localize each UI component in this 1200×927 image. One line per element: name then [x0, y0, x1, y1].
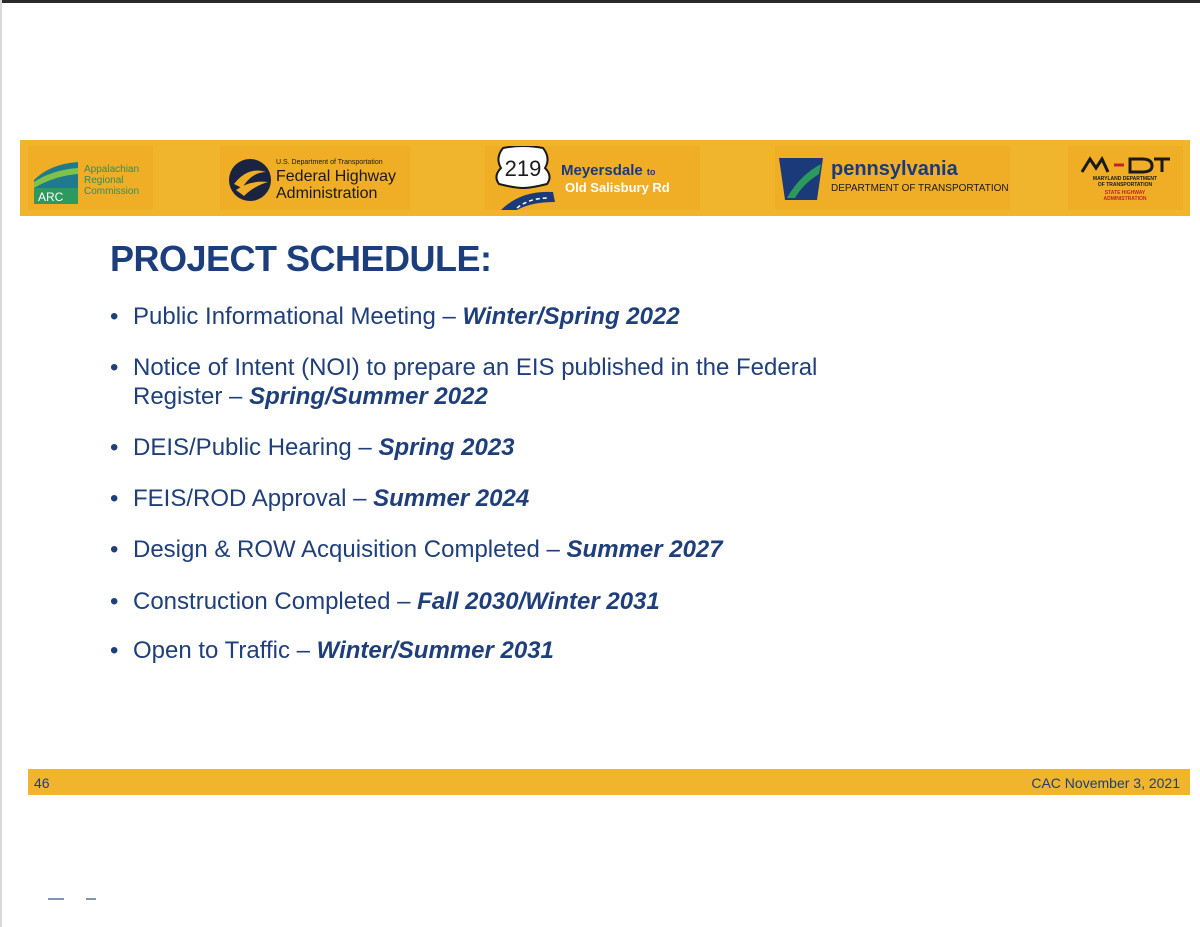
schedule-item-date: Spring 2023 — [378, 434, 515, 461]
bullet-icon: • — [110, 588, 119, 615]
header-logo-band — [20, 140, 1190, 216]
route-line1 — [561, 162, 655, 179]
keystone-icon — [777, 154, 825, 202]
schedule-item-date: Fall 2030/Winter 2031 — [417, 588, 660, 615]
fhwa-logo — [220, 146, 410, 210]
penndot-name: pennsylvania — [831, 158, 958, 180]
arc-logo — [28, 146, 153, 210]
mdot-logo — [1068, 146, 1183, 210]
arc-name-line1: Appalachian — [84, 164, 140, 175]
schedule-item-date: Summer 2024 — [373, 485, 530, 512]
schedule-list — [110, 302, 870, 665]
page-number: 46 — [34, 775, 50, 791]
schedule-item — [110, 636, 870, 665]
schedule-item-label: Design & ROW Acquisition Completed – — [133, 536, 567, 563]
route-line1-main: Meyersdale — [561, 162, 643, 179]
bullet-icon: • — [110, 303, 119, 330]
scan-mark — [48, 898, 64, 900]
mdot-line1: MARYLAND DEPARTMENT — [1092, 176, 1158, 182]
mdot-line3: STATE HIGHWAY — [1104, 190, 1146, 196]
schedule-item-date: Summer 2027 — [566, 536, 723, 563]
route-line1-small: to — [646, 167, 656, 177]
penndot-dept: DEPARTMENT OF TRANSPORTATION — [831, 183, 1009, 194]
fhwa-name-line1: Federal Highway — [276, 168, 397, 185]
svg-text:ARC: ARC — [38, 190, 64, 204]
schedule-item — [110, 587, 870, 616]
schedule-item — [110, 484, 870, 513]
arc-name-line2: Regional — [84, 175, 124, 186]
schedule-item-label: Construction Completed – — [133, 588, 418, 615]
scan-mark — [86, 898, 96, 900]
dot-emblem-icon — [228, 158, 272, 202]
arc-mountain-icon — [32, 160, 80, 206]
left-edge-line — [0, 0, 2, 927]
footer-band — [28, 769, 1190, 795]
svg-text:219: 219 — [504, 156, 542, 181]
bullet-icon: • — [110, 434, 119, 461]
bullet-icon: • — [110, 637, 119, 664]
schedule-item-date: Spring/Summer 2022 — [249, 383, 488, 410]
route-line2: Old Salisbury Rd — [565, 180, 670, 195]
schedule-item — [110, 353, 870, 411]
route-219-logo — [485, 146, 700, 210]
schedule-item-label: FEIS/ROD Approval – — [133, 485, 374, 512]
schedule-item-label: Notice of Intent (NOI) to prepare an EIS published in the Federal Register – — [133, 354, 818, 410]
schedule-item-label: Open to Traffic – — [133, 637, 317, 664]
bullet-icon: • — [110, 536, 119, 563]
schedule-item-date: Winter/Spring 2022 — [462, 303, 680, 330]
bullet-icon: • — [110, 485, 119, 512]
mdot-wordmark-icon — [1080, 156, 1170, 174]
penndot-logo — [775, 146, 1010, 210]
route-shield-icon — [491, 146, 555, 210]
mdot-line2: OF TRANSPORTATION — [1097, 182, 1153, 188]
schedule-item-label: Public Informational Meeting – — [133, 303, 463, 330]
top-edge-line — [0, 0, 1200, 3]
fhwa-dept-text: U.S. Department of Transportation — [276, 159, 383, 166]
bullet-icon: • — [110, 354, 119, 381]
mdot-line4: ADMINISTRATION — [1103, 196, 1147, 202]
page-title: PROJECT SCHEDULE: — [110, 238, 492, 279]
schedule-item-label: DEIS/Public Hearing – — [133, 434, 379, 461]
schedule-item — [110, 535, 870, 564]
arc-name-line3: Commission — [84, 186, 140, 197]
schedule-item — [110, 302, 870, 331]
schedule-item-date: Winter/Summer 2031 — [316, 637, 554, 664]
schedule-item — [110, 433, 870, 462]
footer-date: CAC November 3, 2021 — [1031, 775, 1180, 791]
fhwa-name-line2: Administration — [276, 185, 378, 202]
